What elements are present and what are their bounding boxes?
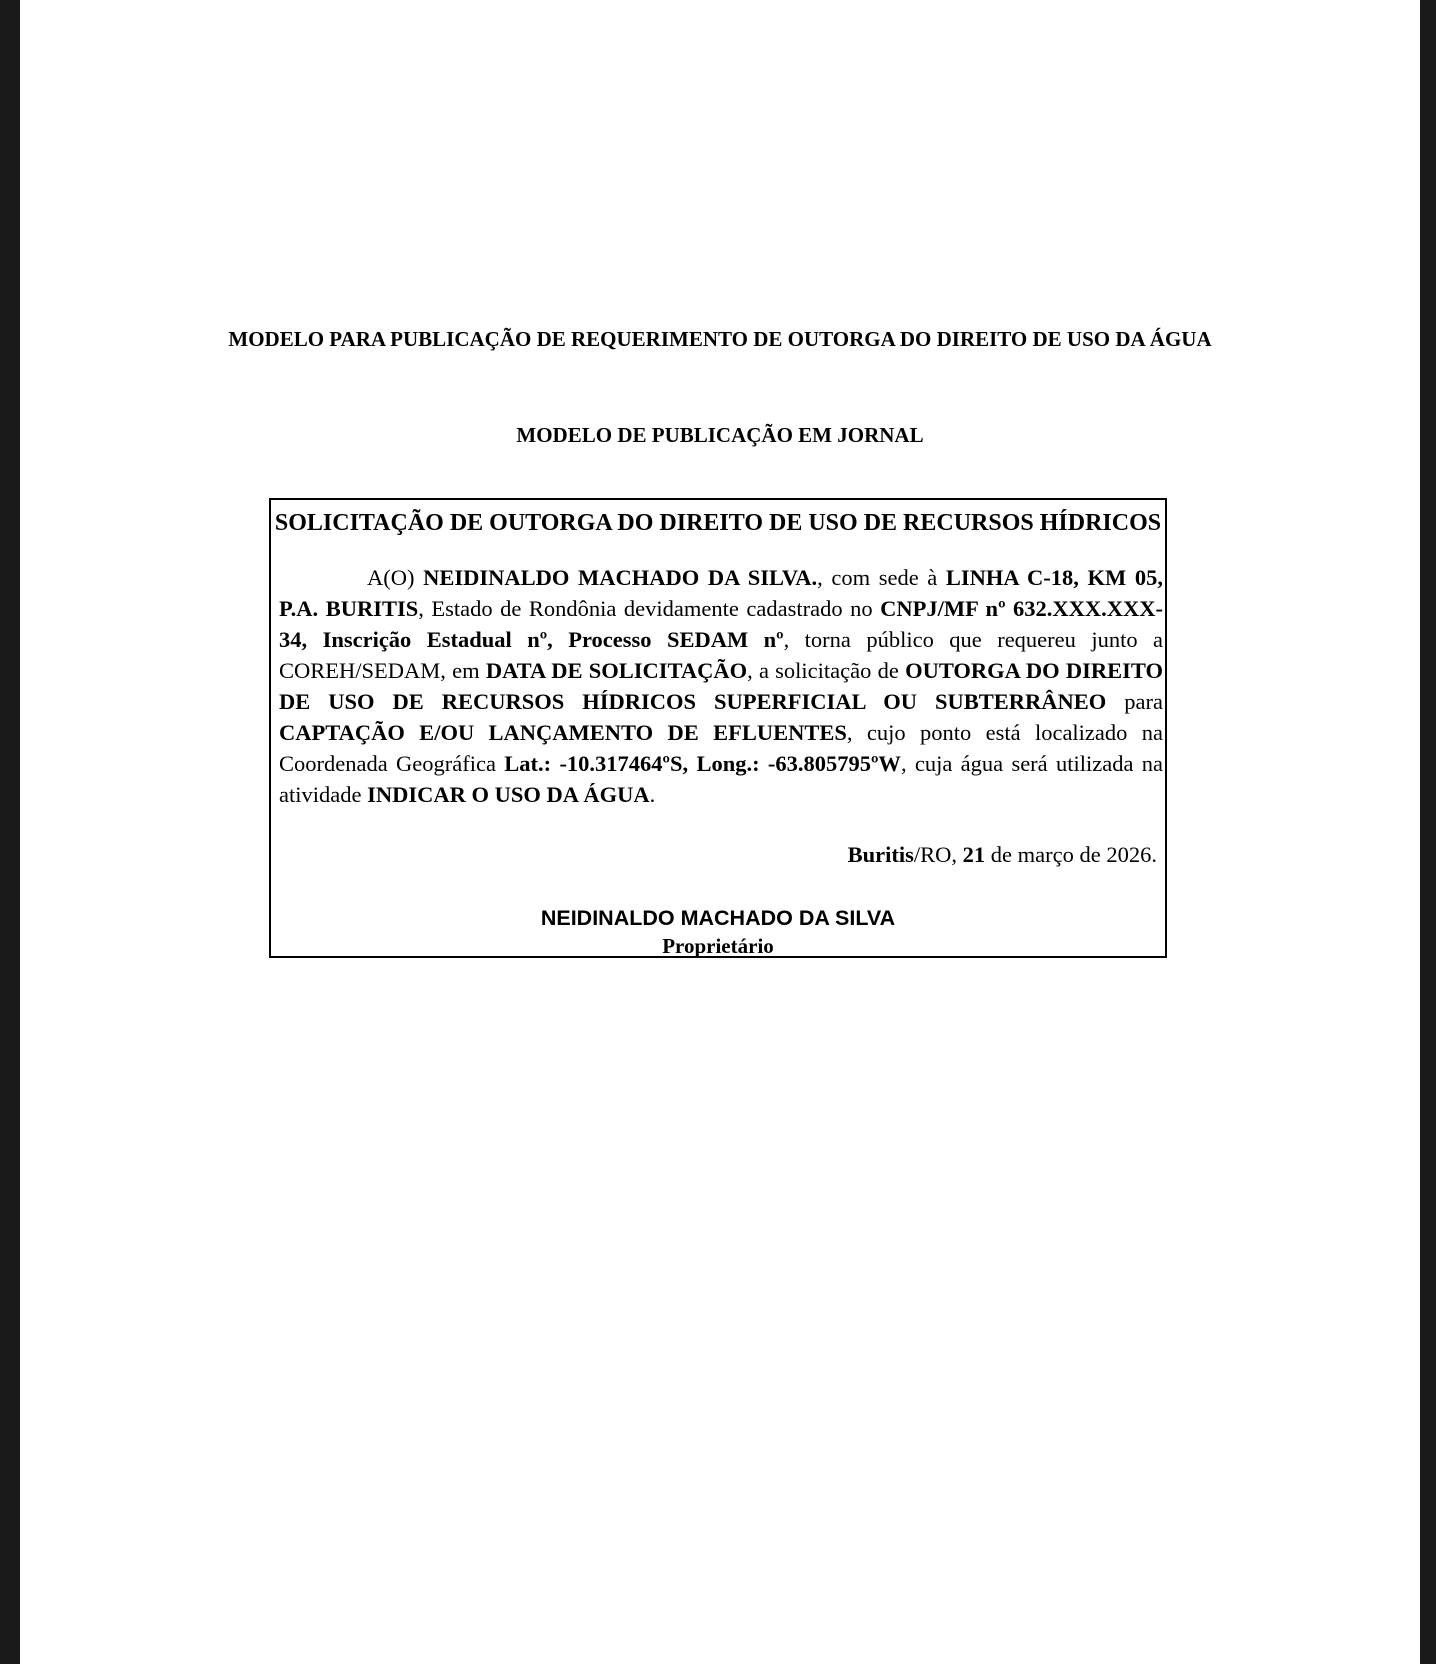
notice-text: , cuja água será utilizada na atividade [279,751,1163,807]
notice-text: A(O) [367,565,424,590]
date-day: 21 [962,842,986,867]
registration-numbers: CNPJ/MF nº 632.XXX.XXX-34, Inscrição Estadual nº, Processo SEDAM nº [279,596,1163,652]
notice-text: , a solicitação de [747,658,906,683]
request-date: DATA DE SOLICITAÇÃO [485,658,748,683]
notice-body [279,562,1163,810]
applicant-name: NEIDINALDO MACHADO DA SILVA. [423,565,818,590]
geographic-coordinates: Lat.: -10.317464ºS, Long.: -63.805795ºW [504,751,901,776]
notice-text: , torna público que requereu junto a COREH/SEDAM, em [279,627,1164,683]
date-rest: de março de 2026. [985,842,1157,867]
notice-heading: SOLICITAÇÃO DE OUTORGA DO DIREITO DE USO DE RECURSOS HÍDRICOS [274,510,1162,536]
notice-text: , com sede à [817,565,946,590]
water-use: INDICAR O USO DA ÁGUA [367,782,650,807]
notice-text: , cujo ponto está localizado na Coordenada Geográfica [279,720,1163,776]
notice-text: , Estado de Rondônia devidamente cadastrado no [418,596,881,621]
grant-type: OUTORGA DO DIREITO DE USO DE RECURSOS HÍDRICOS SUPERFICIAL OU SUBTERRÂNEO [279,658,1163,714]
signer-role: Proprietário [662,934,774,958]
date-city: Buritis [847,842,914,867]
document-page [20,0,1420,1664]
date-state: /RO, [913,842,963,867]
grant-purpose: CAPTAÇÃO E/OU LANÇAMENTO DE EFLUENTES [279,720,847,745]
applicant-address: LINHA C-18, KM 05, P.A. BURITIS [279,565,1163,621]
document-subtitle: MODELO DE PUBLICAÇÃO EM JORNAL [516,423,924,447]
notice-text: . [649,782,656,807]
signer-name: NEIDINALDO MACHADO DA SILVA [540,906,896,930]
notice-text: para [1106,689,1163,714]
document-title: MODELO PARA PUBLICAÇÃO DE REQUERIMENTO DE OUTORGA DO DIREITO DE USO DA ÁGUA [228,327,1212,351]
notice-date-line [848,842,1157,868]
notice-box [269,498,1167,958]
